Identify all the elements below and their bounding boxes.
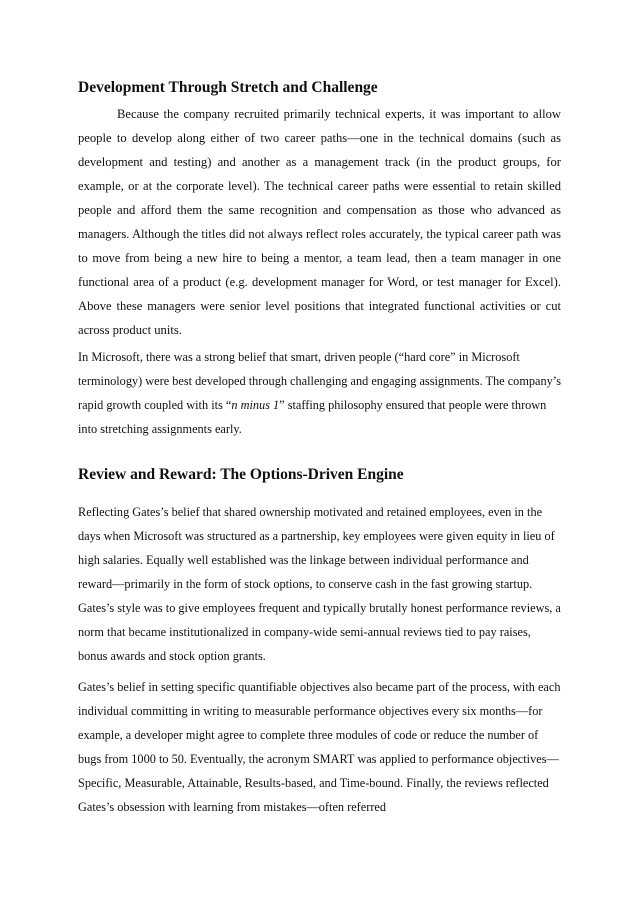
paragraph-hard-core-text-end: ” staffing philosophy ensured that people were thrown into stretching assignments early. xyxy=(78,398,547,436)
paragraph-hard-core xyxy=(78,345,561,441)
document-page xyxy=(78,60,561,819)
section-heading-review-reward: Review and Reward: The Options-Driven Engine xyxy=(78,466,404,483)
paragraph-career-paths: Because the company recruited primarily technical experts, it was important to allow people to develop along either of two career paths—one in the technical domains (such as development and testing) and another as a management track (in the product groups, for example, or at the corporate level). The technical career paths were essential to retain skilled people and afford them the same recognition and compensation as those who advanced as managers. Although the titles did not always reflect roles accurately, the typical career path was to move from being a new hire to being a mentor, a team lead, then a team manager in one functional area of a product (e.g. development manager for Word, or test manager for Excel). Above these managers were senior level positions that integrated functional activities or cut across product units. xyxy=(78,107,561,337)
paragraph-smart-objectives: Gates’s belief in setting specific quantifiable objectives also became part of the process, with each individual committing in writing to measurable performance objectives every six months—for example, a developer might agree to complete three modules of code or reduce the number of bugs from 1000 to 50. Eventually, the acronym SMART was applied to performance objectives—Specific, Measurable, Attainable, Results-based, and Time-bound. Finally, the reviews reflected Gates’s obsession with learning from mistakes—often referred xyxy=(78,680,561,814)
paragraph-hard-core-text-start: In Microsoft, there was a strong belief that smart, driven people (“hard core” in Microsoft terminology) were best developed through challenging and engaging assignments. The company’s rapid growth coupled with its “ xyxy=(78,350,561,412)
section-heading-development: Development Through Stretch and Challenge xyxy=(78,79,378,96)
paragraph-shared-ownership: Reflecting Gates’s belief that shared ownership motivated and retained employees, even in the days when Microsoft was structured as a partnership, key employees were given equity in lieu of high salaries. Equally well established was the linkage between individual performance and reward—primarily in the form of stock options, to conserve cash in the fast growing startup. Gates’s style was to give employees frequent and typically brutally honest performance reviews, a norm that became institutionalized in company-wide semi-annual reviews tied to pay raises, bonus awards and stock option grants. xyxy=(78,505,561,663)
n-minus-1-term: n minus 1 xyxy=(231,398,280,412)
